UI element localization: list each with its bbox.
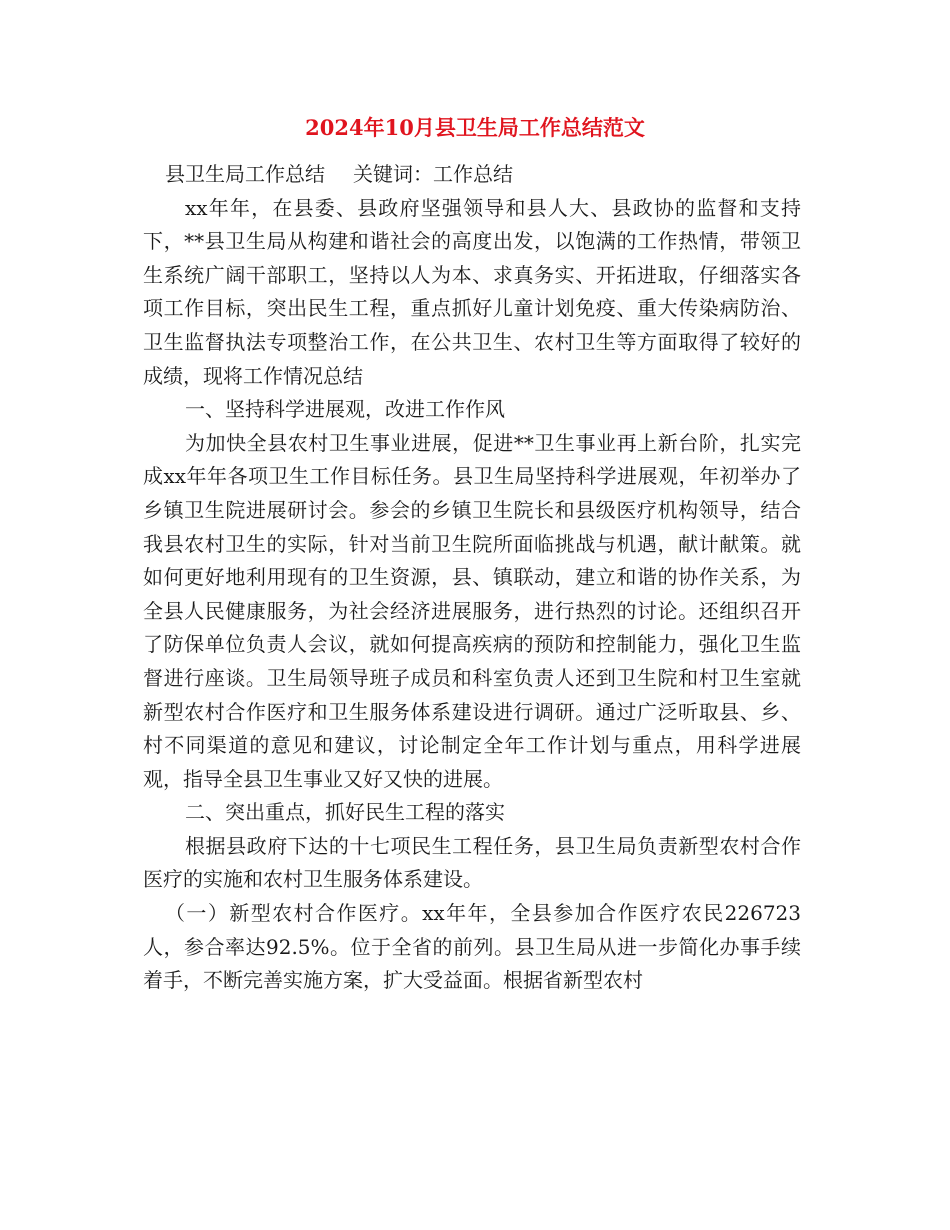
- keywords-label: 关键词：工作总结: [353, 162, 513, 186]
- paragraph-subsection-1: （一）新型农村合作医疗。xx年年，全县参加合作医疗农民226723人，参合率达92.5%。位于全省的前列。县卫生局从进一步简化办事手续着手，不断完善实施方案，扩大受益面。根据省新型农村: [143, 901, 801, 993]
- document-title: 2024年10月县卫生局工作总结范文: [305, 115, 645, 140]
- keywords-prefix: 县卫生局工作总结: [165, 162, 325, 186]
- paragraph-intro: xx年年，在县委、县政府坚强领导和县人大、县政协的监督和支持下，**县卫生局从构建和谐社会的高度出发，以饱满的工作热情，带领卫生系统广阔干部职工，坚持以人为本、求真务实、开拓进取，仔细落实各项工作目标，突出民生工程，重点抓好儿童计划免疫、重大传染病防治、卫生监督执法专项整治工作，在公共卫生、农村卫生等方面取得了较好的成绩，现将工作情况总结: [143, 195, 801, 388]
- section-heading-2: 二、突出重点，抓好民生工程的落实: [185, 800, 505, 825]
- paragraph-section-2: 根据县政府下达的十七项民生工程任务，县卫生局负责新型农村合作医疗的实施和农村卫生服务体系建设。: [143, 833, 801, 892]
- paragraph-section-1: 为加快全县农村卫生事业进展，促进**卫生事业再上新台阶，扎实完成xx年年各项卫生工作目标任务。县卫生局坚持科学进展观，年初举办了乡镇卫生院进展研讨会。参会的乡镇卫生院长和县级医疗机构领导，结合我县农村卫生的实际，针对当前卫生院所面临挑战与机遇，献计献策。就如何更好地利用现有的卫生资源，县、镇联动，建立和谐的协作关系，为全县人民健康服务，为社会经济进展服务，进行热烈的讨论。还组织召开了防保单位负责人会议，就如何提高疾病的预防和控制能力，强化卫生监督进行座谈。卫生局领导班子成员和科室负责人还到卫生院和村卫生室就新型农村合作医疗和卫生服务体系建设进行调研。通过广泛听取县、乡、村不同渠道的意见和建议，讨论制定全年工作计划与重点，用科学进展观，指导全县卫生事业又好又快的进展。: [143, 430, 801, 791]
- document-body: [143, 158, 801, 998]
- section-heading-1: 一、坚持科学进展观，改进工作作风: [185, 397, 505, 422]
- keywords-line: [143, 158, 801, 192]
